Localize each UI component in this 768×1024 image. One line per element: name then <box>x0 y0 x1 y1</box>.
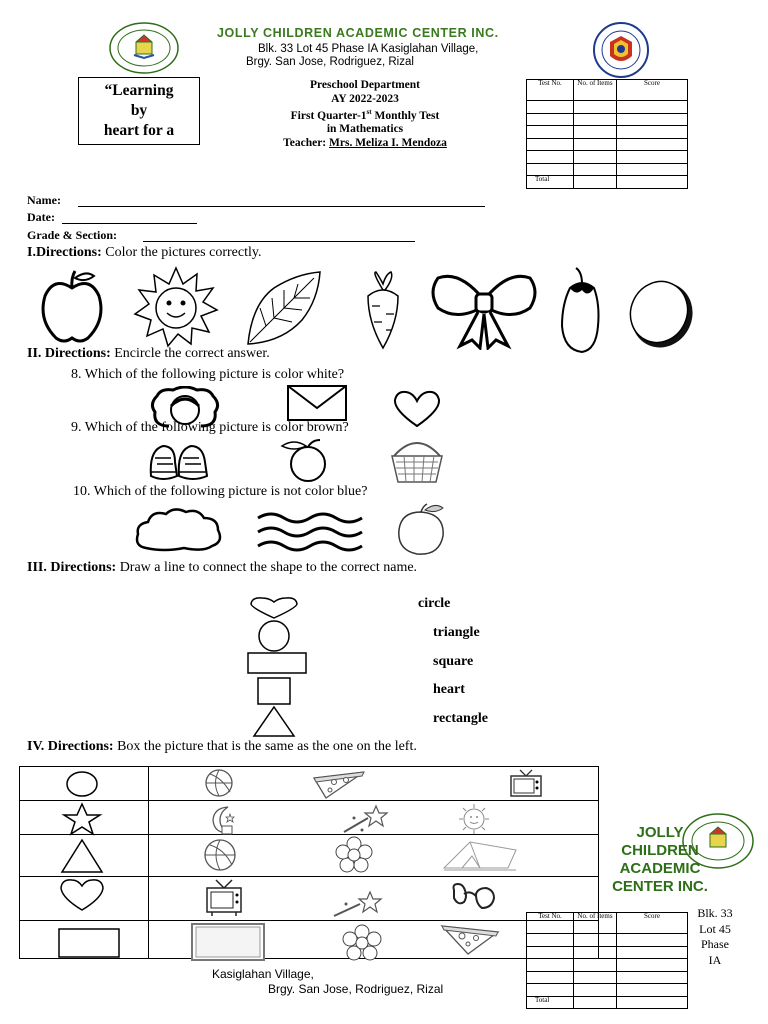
grade-field[interactable] <box>143 241 415 242</box>
test-info <box>250 79 480 150</box>
address-line-2: Brgy. San Jose, Rodriguez, Rizal <box>246 56 414 68</box>
section-3-directions: III. Directions: Draw a line to connect the shape to the correct name. <box>27 560 418 575</box>
section-2-directions: II. Directions: Encircle the correct answer. <box>27 346 270 361</box>
tent-picture <box>440 838 520 872</box>
flower-picture-2 <box>338 924 386 962</box>
basket-picture <box>388 440 446 484</box>
leaf-picture <box>244 270 322 348</box>
envelope-picture <box>286 384 348 422</box>
date-field[interactable] <box>62 223 197 224</box>
shoes-picture <box>147 440 209 482</box>
shape-name-circle: circle <box>418 596 451 611</box>
score-col-score: Score <box>617 80 688 101</box>
question-8: 8. Which of the following picture is color white? <box>71 367 345 382</box>
waves-picture <box>256 510 366 552</box>
circle-shape <box>64 770 100 798</box>
carrot-picture <box>358 270 408 350</box>
score-total: Total <box>527 176 574 189</box>
eggplant-picture <box>556 266 608 354</box>
department: Preschool Department <box>310 79 420 91</box>
name-field[interactable] <box>78 206 485 207</box>
score-col-items: No. of Items <box>574 80 617 101</box>
question-9: 9. Which of the following picture is color brown? <box>71 420 349 435</box>
address-line-1: Blk. 33 Lot 45 Phase IA Kasiglahan Village, <box>258 43 479 55</box>
teacher: Teacher: Mrs. Meliza I. Mendoza <box>283 136 447 149</box>
quarter-title: First Quarter-1st Monthly Test <box>290 108 440 122</box>
motto-line-3: heart for a <box>103 122 175 139</box>
triangle-shape <box>60 838 104 874</box>
star-shape <box>60 802 104 836</box>
board-picture <box>190 922 266 962</box>
sun-picture <box>133 266 219 348</box>
heart-shape <box>58 878 106 912</box>
sunglasses-picture <box>450 880 498 914</box>
shape-name-rectangle: rectangle <box>433 711 488 726</box>
pizza-picture-2 <box>440 922 502 956</box>
flower-picture <box>334 836 374 874</box>
cloud-picture <box>134 506 224 552</box>
score-table <box>526 79 688 189</box>
footer-address-line-1: Kasiglahan Village, <box>212 967 314 981</box>
shape-name-square: square <box>433 654 474 669</box>
moon-picture <box>208 804 242 836</box>
sun-small-picture <box>456 802 492 836</box>
section-1-directions: I.Directions: Color the pictures correctly. <box>27 245 262 260</box>
footer-address-column: Blk. 33 Lot 45 Phase IA <box>697 906 733 967</box>
school-logo <box>107 22 181 74</box>
question-10: 10. Which of the following picture is not color blue? <box>73 484 368 499</box>
ball-picture-2 <box>202 838 238 872</box>
star-wand-picture <box>340 804 392 836</box>
rectangle-shape <box>56 926 122 960</box>
subject: in Mathematics <box>326 123 404 136</box>
egg-picture <box>626 278 698 350</box>
mango-picture <box>395 502 447 556</box>
bow-picture <box>430 270 538 350</box>
star-wand-picture-2 <box>330 890 386 920</box>
footer-score-table: Test No. No. of Items Score Total <box>526 912 688 1009</box>
heart-picture <box>392 390 442 428</box>
date-label: Date: <box>27 210 55 224</box>
school-name: JOLLY CHILDREN ACADEMIC CENTER INC. <box>217 26 499 40</box>
section-4-directions: IV. Directions: Box the picture that is the same as the one on the left. <box>27 739 417 754</box>
fruit-picture <box>272 438 338 484</box>
tv-picture-2 <box>204 878 244 918</box>
academic-year: AY 2022-2023 <box>331 92 399 105</box>
pizza-picture <box>312 770 368 800</box>
name-label: Name: <box>27 193 61 207</box>
deped-seal <box>589 22 653 78</box>
grade-label: Grade & Section: <box>27 228 117 242</box>
footer-logo-text: JOLLY CHILDREN ACADEMIC CENTER INC. <box>612 824 708 895</box>
motto-box <box>78 77 200 145</box>
ball-picture <box>202 768 236 798</box>
shape-name-heart: heart <box>433 682 465 697</box>
score-col-test: Test No. <box>527 80 574 101</box>
shape-name-triangle: triangle <box>433 625 480 640</box>
teacher-name: Mrs. Meliza I. Mendoza <box>329 136 447 149</box>
apple-picture <box>38 268 106 346</box>
motto-line-2: by <box>130 102 148 119</box>
tv-picture <box>508 768 544 800</box>
motto-line-1: “Learning <box>104 82 174 99</box>
shapes-column <box>244 596 310 738</box>
footer-address-line-2: Brgy. San Jose, Rodriguez, Rizal <box>268 982 444 996</box>
